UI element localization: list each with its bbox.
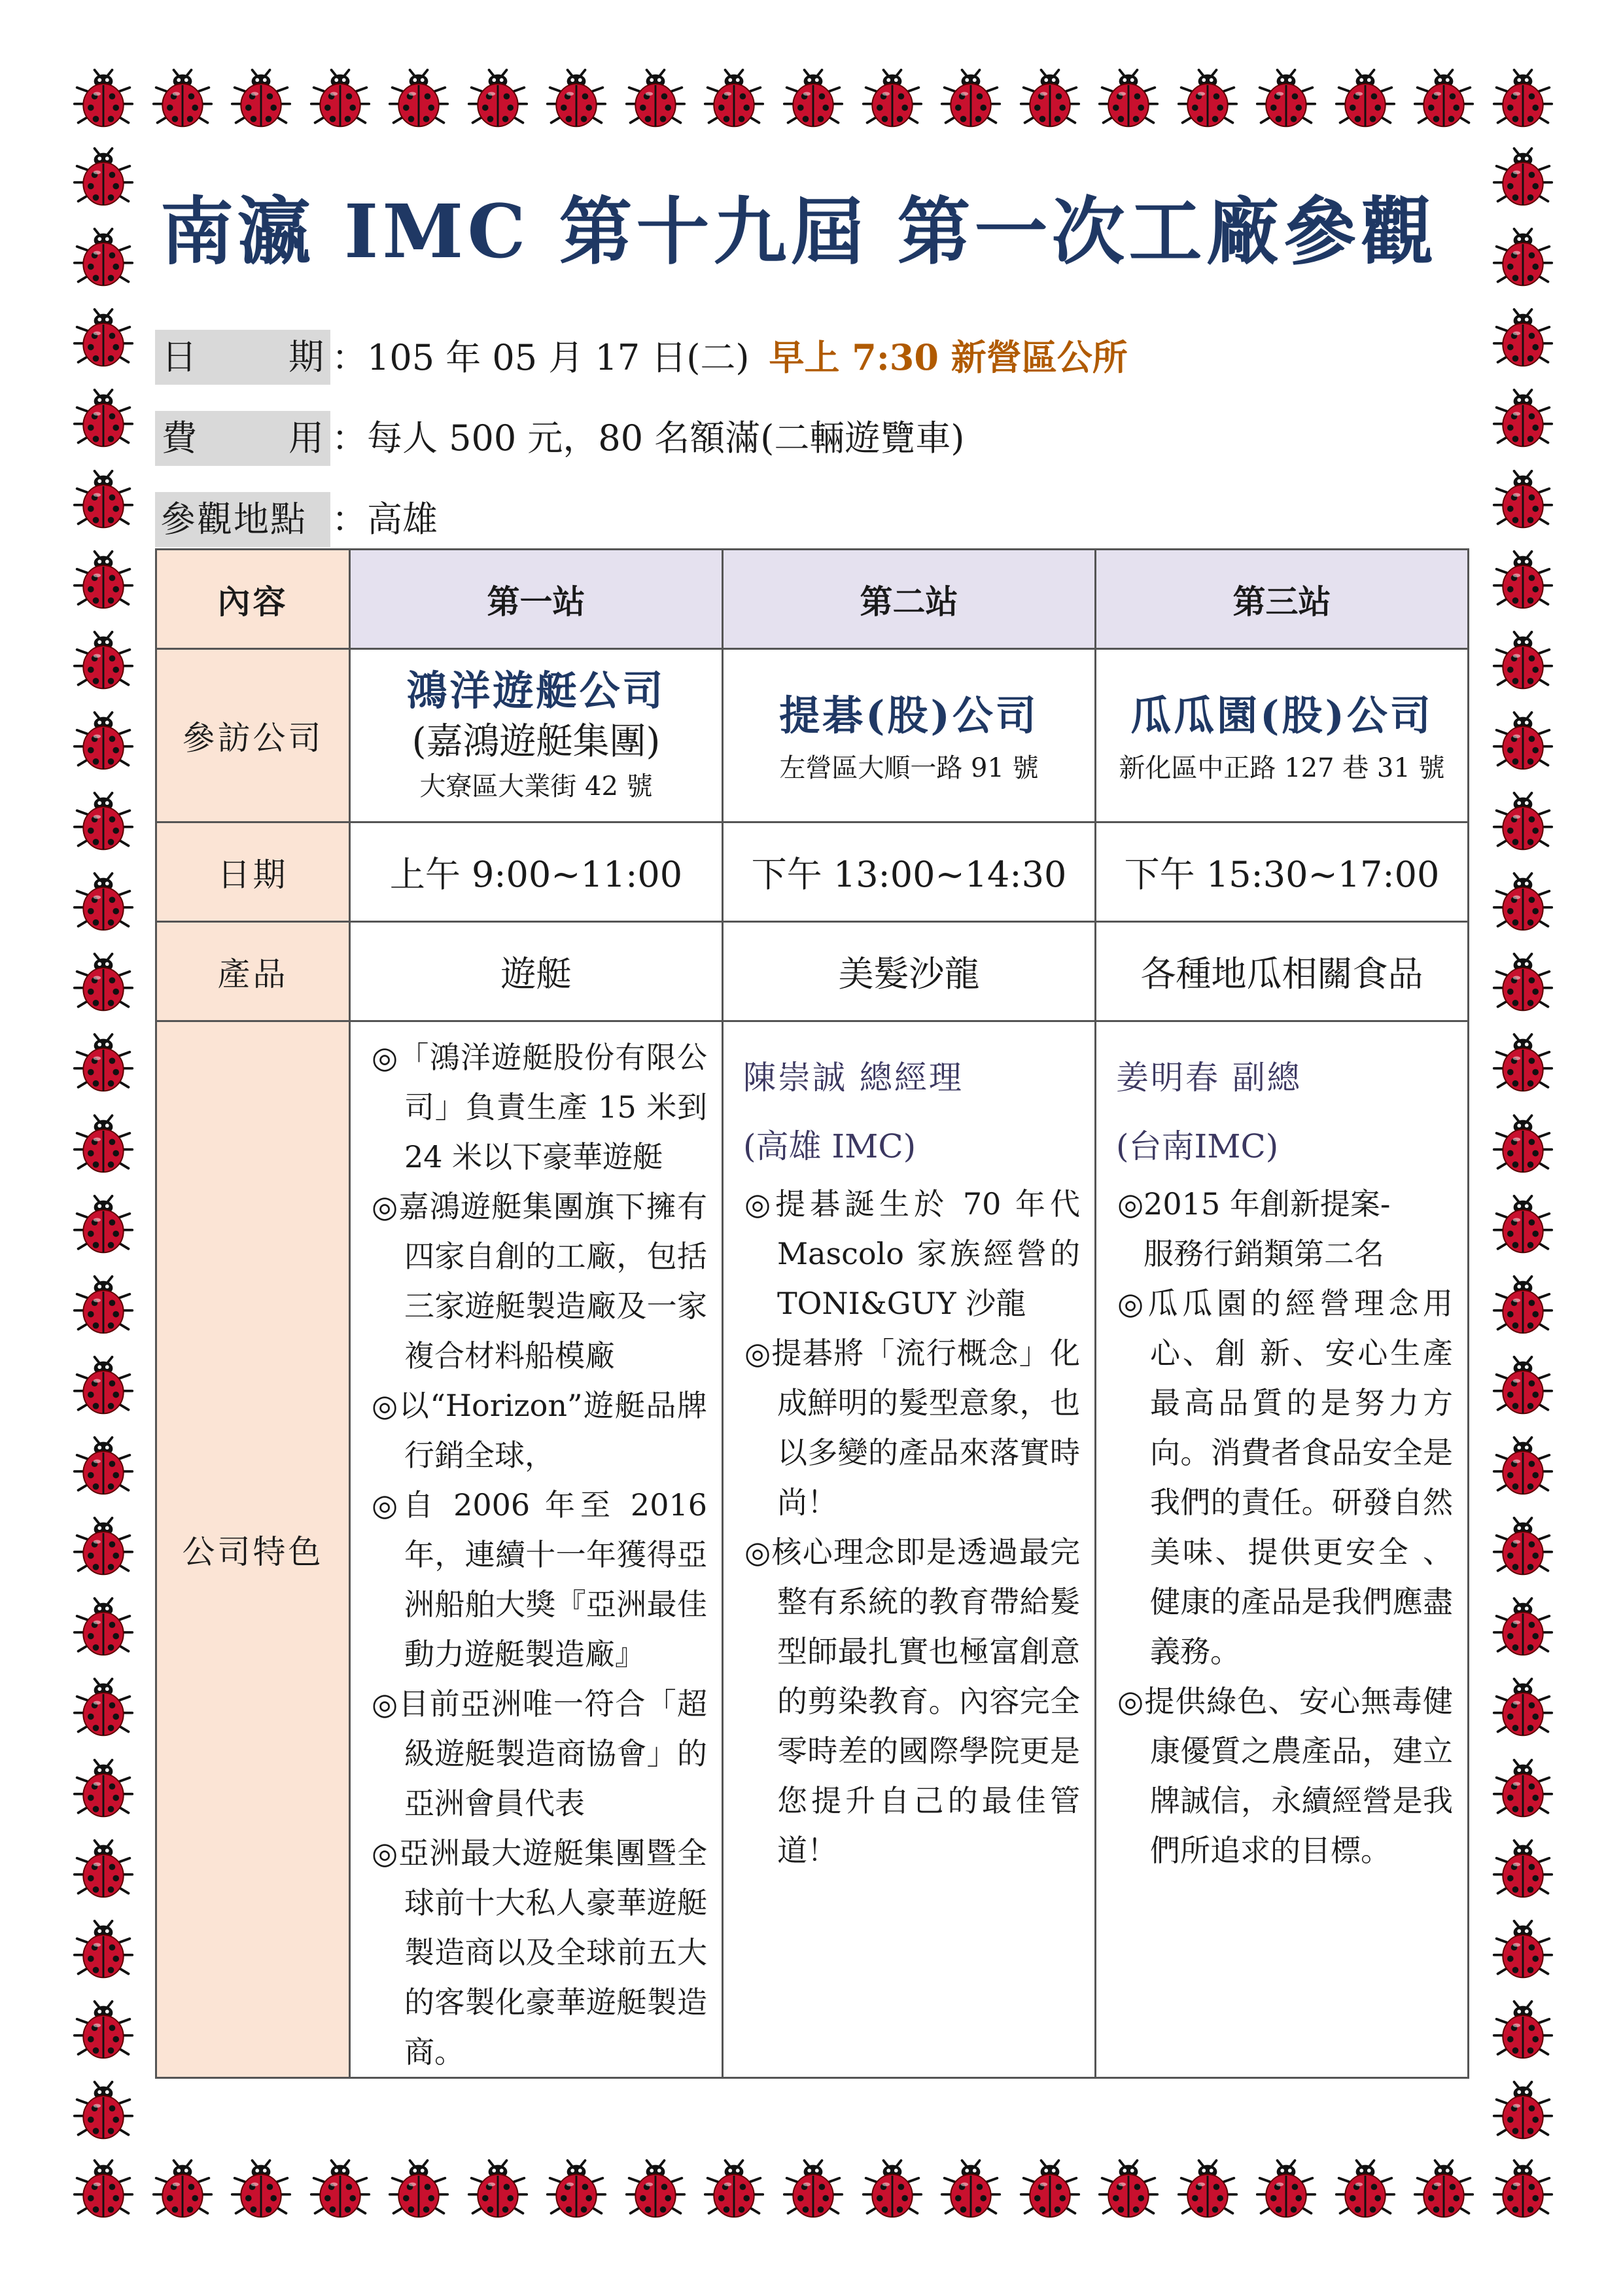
company-cell-2 [723, 649, 1096, 822]
ladybug-icon [624, 2159, 687, 2222]
ladybug-icon [1412, 2159, 1475, 2222]
fee-row [155, 411, 1467, 466]
date-row [155, 330, 1467, 385]
ladybug-icon [1492, 1678, 1554, 1740]
ladybug-icon [1492, 1275, 1554, 1338]
ladybug-icon [939, 69, 1002, 132]
ladybug-icon [72, 1356, 135, 1419]
product-1: 遊艇 [350, 922, 723, 1021]
time-1: 上午 9:00~11:00 [350, 822, 723, 922]
ladybug-icon [624, 69, 687, 132]
feature-item: ◎目前亞洲唯一符合「超級遊艇製造商協會」的亞洲會員代表 [372, 1686, 707, 1821]
ladybug-icon [72, 1033, 135, 1096]
ladybug-icon [72, 228, 135, 291]
company-cell-3 [1096, 649, 1469, 822]
company-group-1: (嘉鴻遊艇集團) [411, 720, 661, 763]
ladybug-icon [1492, 872, 1554, 935]
ladybug-icon [703, 69, 765, 132]
ladybug-icon [72, 1436, 135, 1499]
ladybug-icon [72, 872, 135, 935]
ladybug-icon [545, 69, 608, 132]
ladybug-icon [230, 69, 292, 132]
ladybug-icon [1492, 1597, 1554, 1660]
ladybug-icon [72, 1920, 135, 1983]
feature-item: ◎瓜瓜園的經營理念用心、創 新、安心生產最高品質的是努力方向。消費者食品安全是我們的責任。研發自然美味、提供更安全 、健康的產品是我們應盡義務。 [1117, 1286, 1453, 1669]
ladybug-icon [1492, 1033, 1554, 1096]
ladybug-icon [703, 2159, 765, 2222]
ladybug-icon [861, 69, 924, 132]
contact-person-3: 姜明春 副總 [1116, 1059, 1302, 1097]
features-row [156, 1021, 1469, 2078]
ladybug-icon [72, 550, 135, 613]
ladybug-icon [151, 2159, 214, 2222]
place-row [155, 492, 1467, 547]
award-line-1: ◎2015 年創新提案- [1117, 1186, 1391, 1222]
ladybug-icon [1492, 1920, 1554, 1983]
ladybug-icon [1492, 953, 1554, 1016]
ladybug-icon [861, 2159, 924, 2222]
schedule-table [155, 548, 1469, 2079]
ladybug-icon [1176, 2159, 1239, 2222]
feature-item: ◎核心理念即是透過最完整有系統的教育帶給髮型師最扎實也極富創意的剪染教育。內容完全零時差的國際學院更是您提升自己的最佳管道！ [744, 1534, 1080, 1868]
award-line-2: 服務行銷類第二名 [1143, 1236, 1384, 1271]
company-row [156, 649, 1469, 822]
label-company: 參訪公司 [156, 649, 350, 822]
feature-item: ◎亞洲最大遊艇集團暨全球前十大私人豪華遊艇製造商以及全球前五大的客製化豪華遊艇製造商。 [372, 1835, 707, 2070]
fee-value: ：每人 500 元，80 名額滿(二輛遊覽車) [332, 417, 965, 459]
ladybug-icon [1492, 711, 1554, 774]
ladybug-icon [72, 953, 135, 1016]
header-content: 內容 [156, 550, 350, 649]
date-label: 日 期 [155, 330, 330, 385]
header-row [156, 550, 1469, 649]
ladybug-icon [230, 2159, 292, 2222]
features-cell-1 [350, 1021, 723, 2078]
ladybug-icon [1492, 631, 1554, 694]
ladybug-icon [72, 1759, 135, 1822]
ladybug-icon [72, 389, 135, 451]
time-row [156, 822, 1469, 922]
feature-item: ◎提碁誕生於 70 年代 Mascolo 家族經營的 TONI&GUY 沙龍 [744, 1186, 1080, 1321]
ladybug-icon [939, 2159, 1002, 2222]
product-3: 各種地瓜相關食品 [1096, 922, 1469, 1021]
ladybug-icon [72, 1517, 135, 1580]
company-cell-1 [350, 649, 723, 822]
ladybug-icon [1019, 69, 1081, 132]
place-value: ：高雄 [332, 499, 438, 540]
time-2: 下午 13:00~14:30 [723, 822, 1096, 922]
ladybug-icon [1492, 1759, 1554, 1822]
ladybug-icon [1492, 1839, 1554, 1902]
ladybug-icon [151, 69, 214, 132]
ladybug-icon [1412, 69, 1475, 132]
ladybug-icon [309, 69, 372, 132]
feature-item: ◎自 2006 年至 2016 年，連續十一年獲得亞洲船舶大獎『亞洲最佳動力遊艇製造廠』 [372, 1487, 707, 1672]
features-cell-3 [1096, 1021, 1469, 2078]
features-list-1 [351, 1022, 722, 2077]
ladybug-icon [545, 2159, 608, 2222]
ladybug-icon [72, 69, 135, 132]
ladybug-icon [466, 69, 529, 132]
ladybug-icon [72, 1678, 135, 1740]
ladybug-icon [309, 2159, 372, 2222]
ladybug-icon [1492, 2159, 1554, 2222]
contact-org-3: (台南IMC) [1116, 1127, 1279, 1165]
ladybug-icon [1492, 69, 1554, 132]
label-product: 產品 [156, 922, 350, 1021]
ladybug-icon [72, 147, 135, 210]
header-station-2: 第二站 [723, 550, 1096, 649]
ladybug-icon [1492, 1436, 1554, 1499]
feature-item: ◎嘉鴻遊艇集團旗下擁有四家自創的工廠，包括三家遊艇製造廠及一家複合材料船模廠 [372, 1189, 707, 1373]
ladybug-icon [1255, 69, 1318, 132]
ladybug-icon [387, 2159, 450, 2222]
place-label: 參觀地點 [155, 492, 330, 547]
ladybug-icon [1492, 1114, 1554, 1177]
ladybug-icon [72, 2000, 135, 2063]
label-features: 公司特色 [156, 1021, 350, 2078]
ladybug-icon [1492, 550, 1554, 613]
ladybug-icon [1097, 2159, 1160, 2222]
ladybug-icon [782, 69, 845, 132]
feature-item: ◎提供綠色、安心無毒健康優質之農產品，建立牌誠信，永續經營是我們所追求的目標。 [1117, 1684, 1453, 1868]
time-3: 下午 15:30~17:00 [1096, 822, 1469, 922]
ladybug-icon [72, 2159, 135, 2222]
ladybug-icon [1492, 1195, 1554, 1258]
features-cell-2 [723, 1021, 1096, 2078]
ladybug-icon [72, 1275, 135, 1338]
features-list-3 [1096, 1022, 1467, 1875]
ladybug-icon [1492, 2000, 1554, 2063]
ladybug-icon [72, 308, 135, 371]
ladybug-icon [72, 1597, 135, 1660]
label-time: 日期 [156, 822, 350, 922]
ladybug-icon [1334, 69, 1397, 132]
feature-item: ◎「鴻洋遊艇股份有限公司」負責生產 15 米到 24 米以下豪華遊艇 [372, 1040, 707, 1174]
company-address-1: 大寮區大業街 42 號 [419, 771, 653, 802]
feature-item: ◎以“Horizon”遊艇品牌行銷全球， [372, 1388, 707, 1473]
contact-org-2: (高雄 IMC) [743, 1127, 916, 1165]
ladybug-icon [72, 1114, 135, 1177]
ladybug-icon [1492, 792, 1554, 855]
company-name-1: 鴻洋遊艇公司 [406, 667, 666, 715]
product-2: 美髮沙龍 [723, 922, 1096, 1021]
ladybug-icon [72, 631, 135, 694]
ladybug-icon [1019, 2159, 1081, 2222]
product-row [156, 922, 1469, 1021]
header-station-3: 第三站 [1096, 550, 1469, 649]
company-name-3: 瓜瓜園(股)公司 [1130, 692, 1433, 739]
ladybug-icon [1176, 69, 1239, 132]
ladybug-icon [1492, 228, 1554, 291]
ladybug-icon [72, 1195, 135, 1258]
ladybug-icon [1492, 308, 1554, 371]
company-address-3: 新化區中正路 127 巷 31 號 [1119, 753, 1445, 783]
ladybug-icon [72, 2081, 135, 2144]
fee-label: 費 用 [155, 411, 330, 466]
ladybug-icon [466, 2159, 529, 2222]
ladybug-icon [782, 2159, 845, 2222]
ladybug-icon [387, 69, 450, 132]
ladybug-icon [72, 792, 135, 855]
header-station-1: 第一站 [350, 550, 723, 649]
ladybug-icon [1334, 2159, 1397, 2222]
contact-person-2: 陳崇誠 總經理 [743, 1059, 964, 1097]
company-name-2: 提碁(股)公司 [779, 692, 1039, 739]
page-title: 南瀛 IMC 第十九屆 第一次工廠參觀 [160, 189, 1438, 275]
departure-time: 早上 7:30 新營區公所 [769, 336, 1128, 378]
ladybug-icon [1097, 69, 1160, 132]
ladybug-icon [1492, 1356, 1554, 1419]
date-value: ：105 年 05 月 17 日(二) 早上 7:30 新營區公所 [332, 336, 1128, 378]
ladybug-icon [1492, 470, 1554, 533]
ladybug-icon [72, 711, 135, 774]
ladybug-icon [1492, 389, 1554, 451]
ladybug-icon [1492, 2081, 1554, 2144]
features-list-2 [724, 1022, 1094, 1875]
ladybug-icon [72, 1839, 135, 1902]
ladybug-icon [1255, 2159, 1318, 2222]
ladybug-icon [1492, 1517, 1554, 1580]
feature-item: ◎提碁將「流行概念」化成鮮明的髮型意象，也以多變的產品來落實時尚！ [744, 1335, 1080, 1520]
ladybug-icon [1492, 147, 1554, 210]
company-address-2: 左營區大順一路 91 號 [779, 753, 1039, 783]
ladybug-icon [72, 470, 135, 533]
